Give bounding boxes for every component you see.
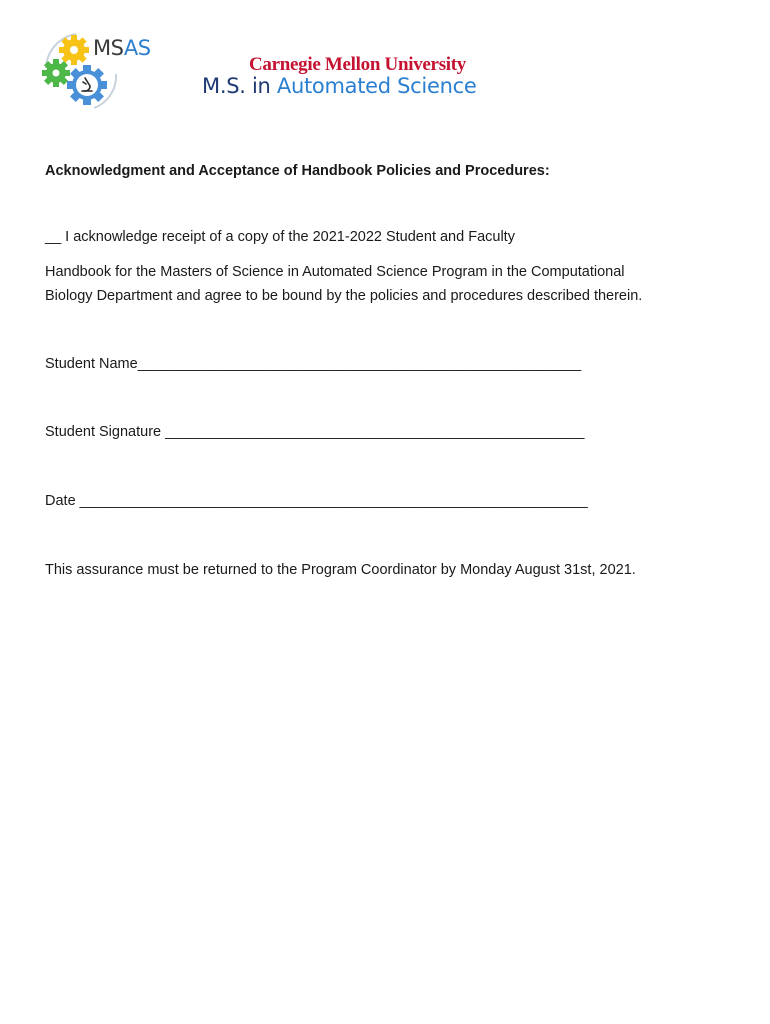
assurance-note: This assurance must be returned to the Program Coordinator by Monday August 31st, 2021. bbox=[45, 562, 636, 578]
logo-as: AS bbox=[123, 36, 151, 60]
logo-ms: MS bbox=[93, 36, 124, 60]
msas-logo-text bbox=[93, 36, 151, 60]
date-field[interactable]: Date _______________________________________________________________ bbox=[45, 493, 588, 509]
program-title-prefix: M.S. in bbox=[202, 74, 277, 98]
program-title-name: Automated Science bbox=[276, 74, 477, 98]
document-header bbox=[36, 28, 496, 118]
document-heading: Acknowledgment and Acceptance of Handbook Policies and Procedures: bbox=[45, 163, 550, 179]
acknowledgment-line-2: Handbook for the Masters of Science in Automated Science Program in the Computational bbox=[45, 264, 625, 280]
university-wordmark: Carnegie Mellon University bbox=[249, 54, 466, 75]
student-signature-field[interactable]: Student Signature ____________________________________________________ bbox=[45, 424, 585, 440]
acknowledgment-line-3: Biology Department and agree to be bound by the policies and procedures described therein. bbox=[45, 288, 643, 304]
acknowledgment-line-1: __ I acknowledge receipt of a copy of the 2021-2022 Student and Faculty bbox=[45, 229, 515, 245]
program-title bbox=[202, 74, 476, 98]
student-name-field[interactable]: Student Name_______________________________________________________ bbox=[45, 356, 582, 372]
